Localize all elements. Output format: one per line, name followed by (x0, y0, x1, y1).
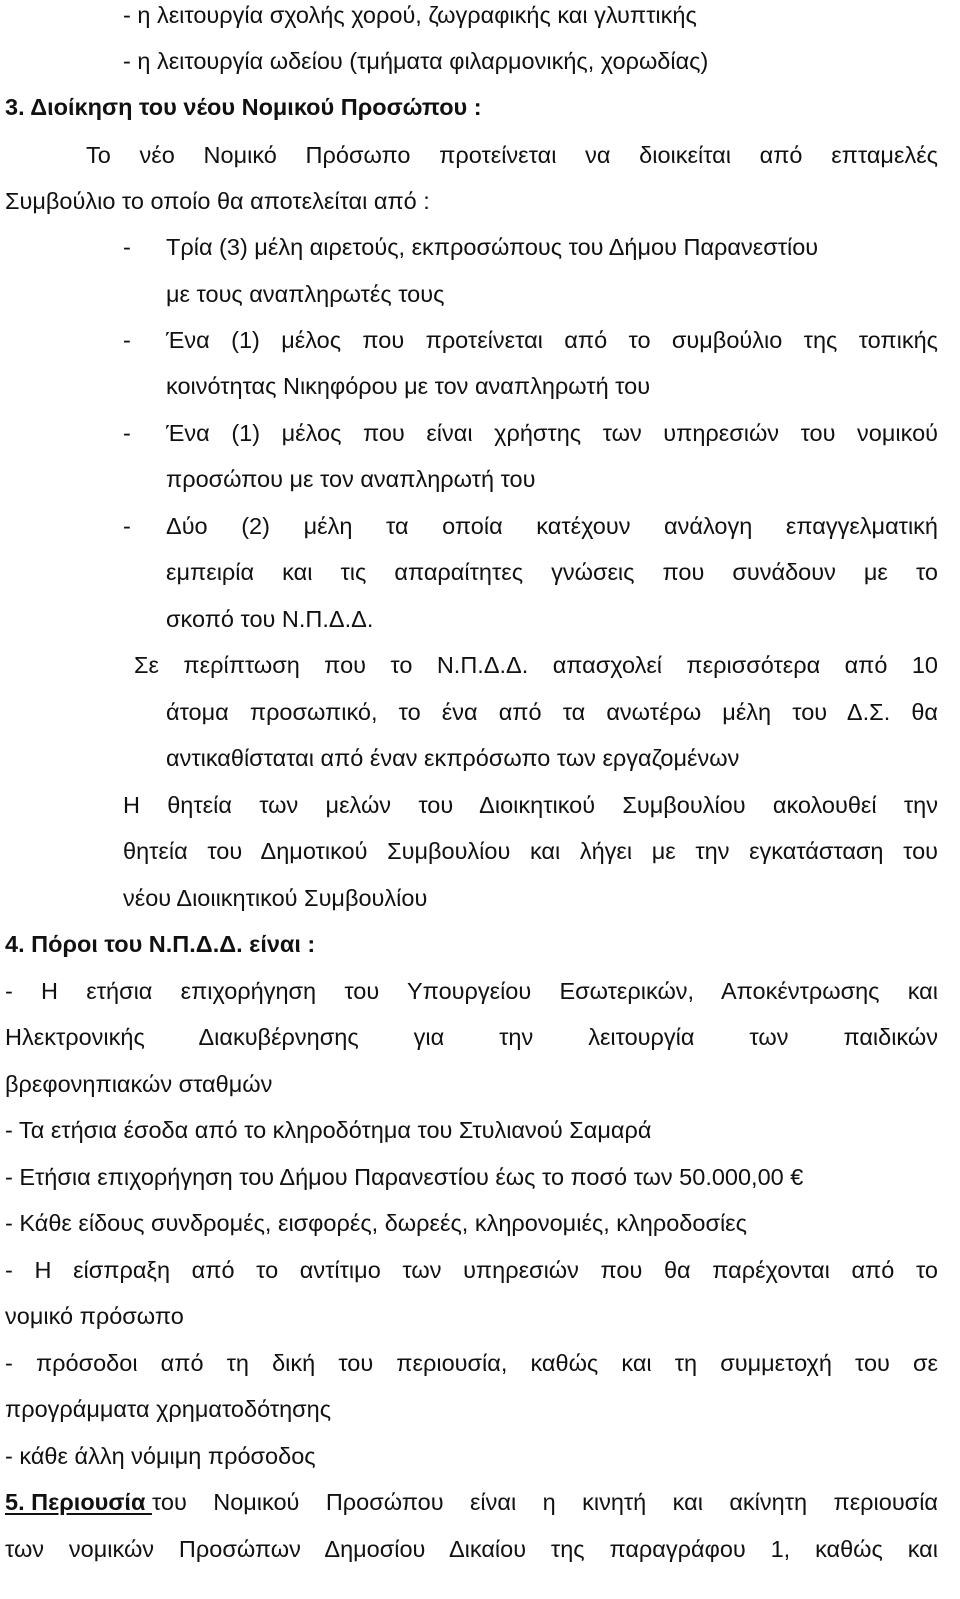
resource-5-line1: - Η είσπραξη από το αντίτιμο των υπηρεσιών που θα παρέχονται από το (5, 1257, 938, 1283)
member-4-line1: Δύο (2) μέλη τα οποία κατέχουν ανάλογη επαγγελματική (166, 513, 938, 539)
member-1-line2: με τους αναπληρωτές τους (166, 281, 445, 307)
resource-7: - κάθε άλλη νόμιμη πρόσοδος (5, 1443, 316, 1469)
member-4-line3: σκοπό του Ν.Π.Δ.Δ. (166, 606, 374, 632)
member-dash: - (123, 327, 131, 353)
case-line3: αντικαθίσταται από έναν εκπρόσωπο των εργαζομένων (166, 745, 740, 771)
bullet-conservatory: - η λειτουργία ωδείου (τμήματα φιλαρμονικής, χορωδίας) (123, 48, 709, 74)
section-5-line1-text: του Νομικού Προσώπου είναι η κινητή και ακίνητη περιουσία (151, 1489, 938, 1515)
member-dash: - (123, 234, 131, 260)
member-2-line2: κοινότητας Νικηφόρου με τον αναπληρωτή του (166, 373, 651, 399)
member-dash: - (123, 513, 131, 539)
member-3-line1: Ένα (1) μέλος που είναι χρήστης των υπηρεσιών του νομικού (166, 420, 938, 446)
section-5-line2: των νομικών Προσώπων Δημοσίου Δικαίου της παραγράφου 1, καθώς και (5, 1536, 938, 1562)
section-5-heading: 5. Περιουσία (5, 1489, 152, 1515)
resource-5-line2: νομικό πρόσωπο (5, 1303, 184, 1329)
section-3-intro-line1: Το νέο Νομικό Πρόσωπο προτείνεται να διοικείται από επταμελές (86, 142, 938, 168)
term-line2: θητεία του Δημοτικού Συμβουλίου και λήγει με την εγκατάσταση του (123, 838, 938, 864)
term-line3: νέου Διοιικητικού Συμβουλίου (123, 885, 428, 911)
member-3-line2: προσώπου με τον αναπληρωτή του (166, 466, 536, 492)
member-dash: - (123, 420, 131, 446)
resource-2: - Τα ετήσια έσοδα από το κληροδότημα του Στυλιανού Σαμαρά (5, 1117, 652, 1143)
resource-4: - Κάθε είδους συνδρομές, εισφορές, δωρεές, κληρονομιές, κληροδοσίες (5, 1210, 747, 1236)
case-line1: Σε περίπτωση που το Ν.Π.Δ.Δ. απασχολεί περισσότερα από 10 (134, 652, 938, 678)
member-1-line1: Τρία (3) μέλη αιρετούς, εκπροσώπους του Δήμου Παρανεστίου (166, 234, 819, 260)
resource-3: - Ετήσια επιχορήγηση του Δήμου Παρανεστίου έως το ποσό των 50.000,00 € (5, 1164, 804, 1190)
resource-1-line2: Ηλεκτρονικής Διακυβέρνησης για την λειτουργία των παιδικών (5, 1024, 938, 1050)
bullet-dance-school: - η λειτουργία σχολής χορού, ζωγραφικής και γλυπτικής (123, 2, 697, 28)
member-4-line2: εμπειρία και τις απαραίτητες γνώσεις που συνάδουν με το (166, 559, 938, 585)
term-line1: Η θητεία των μελών του Διοικητικού Συμβουλίου ακολουθεί την (123, 792, 938, 818)
resource-1-line3: βρεφονηπιακών σταθμών (5, 1071, 273, 1097)
resource-6-line1: - πρόσοδοι από τη δική του περιουσία, καθώς και τη συμμετοχή του σε (5, 1350, 938, 1376)
resource-1-line1: - Η ετήσια επιχορήγηση του Υπουργείου Εσωτερικών, Αποκέντρωσης και (5, 978, 938, 1004)
section-4-heading: 4. Πόροι του Ν.Π.Δ.Δ. είναι : (5, 931, 316, 957)
case-line2: άτομα προσωπικό, το ένα από τα ανωτέρω μέλη του Δ.Σ. θα (166, 699, 938, 725)
section-3-heading: 3. Διοίκηση του νέου Νομικού Προσώπου : (5, 94, 482, 120)
section-3-intro-line2: Συμβούλιο το οποίο θα αποτελείται από : (5, 188, 430, 214)
section-5-line1 (5, 1487, 938, 1517)
member-2-line1: Ένα (1) μέλος που προτείνεται από το συμβούλιο της τοπικής (166, 327, 938, 353)
resource-6-line2: προγράμματα χρηματοδότησης (5, 1396, 332, 1422)
